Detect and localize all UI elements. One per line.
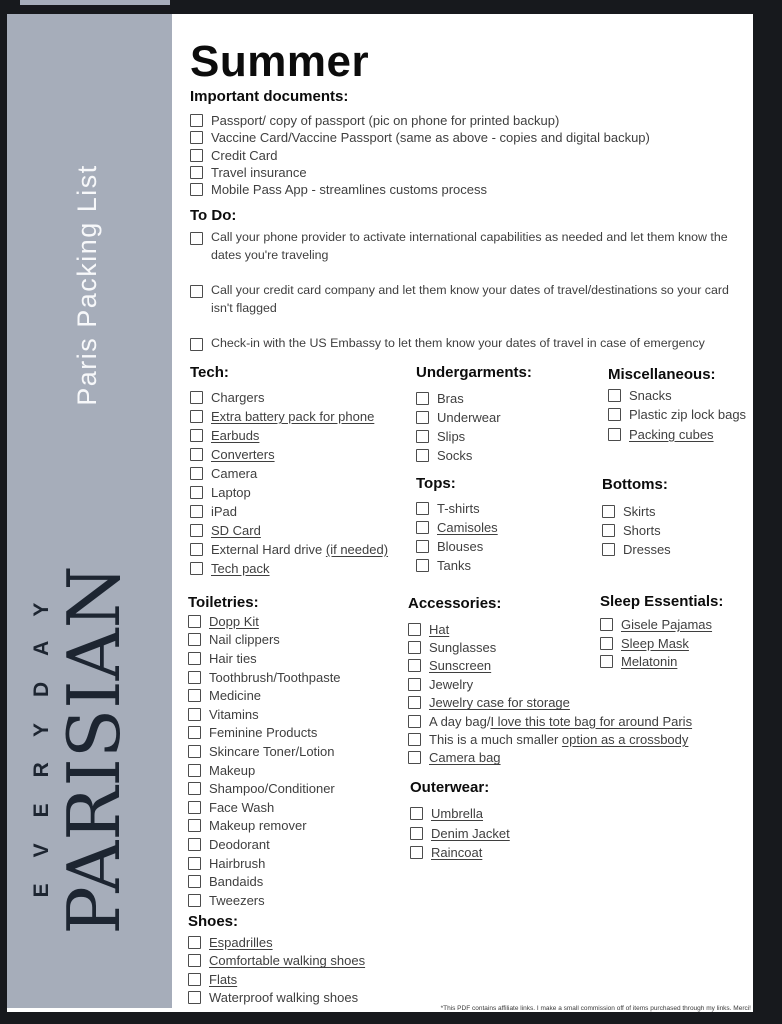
checklist-item bbox=[190, 335, 745, 353]
item-text bbox=[429, 695, 570, 710]
checkbox-icon bbox=[188, 726, 201, 739]
checkbox-icon bbox=[416, 521, 429, 534]
section-bottoms bbox=[602, 476, 671, 559]
section-title: Shoes: bbox=[188, 913, 239, 930]
item-text bbox=[209, 632, 280, 647]
item-text bbox=[629, 427, 714, 442]
item-text-plain: Makeup remover bbox=[209, 818, 307, 834]
item-text bbox=[429, 714, 692, 729]
checklist-item bbox=[188, 854, 341, 873]
item-link[interactable]: Melatonin bbox=[621, 654, 678, 670]
checkbox-icon bbox=[190, 562, 203, 575]
checklist-item bbox=[190, 521, 388, 540]
checklist-item bbox=[188, 952, 365, 971]
checkbox-icon bbox=[190, 391, 203, 404]
item-text bbox=[209, 670, 341, 685]
checkbox-icon bbox=[416, 559, 429, 572]
item-text bbox=[211, 130, 650, 145]
checklist-item bbox=[190, 282, 745, 317]
item-text bbox=[209, 614, 259, 629]
item-text bbox=[621, 654, 677, 669]
checkbox-icon bbox=[608, 428, 621, 441]
item-text bbox=[209, 972, 237, 987]
item-text-plain: Socks bbox=[437, 448, 473, 463]
item-text bbox=[431, 806, 483, 821]
checklist-item bbox=[410, 804, 510, 824]
checklist-item bbox=[600, 653, 723, 672]
item-link[interactable]: Hat bbox=[429, 621, 450, 637]
section-title: Miscellaneous: bbox=[608, 366, 716, 383]
item-text bbox=[621, 636, 689, 651]
section-shoes bbox=[188, 913, 365, 1007]
item-text bbox=[623, 542, 671, 557]
item-text-plain: Call your credit card company and let them know your dates of travel/destinations so your card isn't flagged bbox=[211, 283, 729, 315]
item-text-plain: Chargers bbox=[211, 390, 265, 405]
item-text bbox=[211, 113, 559, 128]
item-text-plain: Bandaids bbox=[209, 874, 264, 890]
checkbox-icon bbox=[408, 696, 421, 709]
checklist-item bbox=[602, 540, 671, 559]
item-text-plain: Travel insurance bbox=[211, 165, 307, 181]
item-text bbox=[211, 542, 388, 557]
checkbox-icon bbox=[416, 449, 429, 462]
checklist-item bbox=[600, 634, 723, 653]
checklist-item bbox=[190, 502, 388, 521]
item-text bbox=[209, 953, 365, 968]
checkbox-icon bbox=[190, 543, 203, 556]
checklist-item bbox=[408, 749, 692, 767]
checklist-item bbox=[188, 835, 341, 854]
checklist-item bbox=[190, 483, 388, 502]
section-title: Toiletries: bbox=[188, 594, 259, 611]
item-text bbox=[209, 688, 261, 703]
item-link[interactable]: Camisoles bbox=[437, 520, 498, 535]
checklist-item bbox=[188, 742, 341, 761]
item-link[interactable]: SD Card bbox=[211, 523, 261, 538]
item-text bbox=[429, 658, 491, 673]
section-important-documents bbox=[190, 88, 650, 198]
item-text bbox=[431, 845, 482, 860]
checkbox-icon bbox=[602, 543, 615, 556]
item-text-plain: Credit Card bbox=[211, 147, 278, 163]
checklist-item bbox=[190, 164, 650, 181]
item-text bbox=[211, 523, 261, 538]
checklist-item bbox=[408, 675, 692, 693]
item-text bbox=[429, 732, 688, 747]
page-top-border bbox=[20, 0, 170, 5]
item-text bbox=[437, 410, 501, 425]
checklist-item bbox=[410, 824, 510, 844]
content-area bbox=[172, 14, 753, 1012]
checklist-item bbox=[190, 464, 388, 483]
item-text bbox=[211, 466, 257, 481]
item-link[interactable]: Sleep Mask bbox=[621, 635, 689, 651]
item-text-plain: iPad bbox=[211, 504, 238, 519]
checklist-item bbox=[188, 649, 341, 668]
checklist-item bbox=[190, 445, 388, 464]
item-text bbox=[431, 826, 510, 841]
item-text-plain: Hair ties bbox=[209, 650, 257, 666]
item-link[interactable]: Espadrilles bbox=[209, 934, 273, 950]
item-text-plain: Passport/ copy of passport (pic on phone for printed backup) bbox=[211, 113, 560, 129]
checkbox-icon bbox=[188, 936, 201, 949]
item-link[interactable]: Jewelry case for storage bbox=[429, 695, 570, 711]
checkbox-icon bbox=[190, 486, 203, 499]
checklist-item bbox=[602, 521, 671, 540]
checkbox-icon bbox=[190, 285, 203, 298]
section-title: Important documents: bbox=[190, 88, 349, 105]
item-text-plain: Skincare Toner/Lotion bbox=[209, 743, 335, 759]
item-text-plain: Medicine bbox=[209, 688, 262, 704]
checklist-item bbox=[190, 229, 745, 264]
section-title: Outerwear: bbox=[410, 779, 490, 796]
brand-parisian-text: PARISIAN bbox=[52, 565, 136, 935]
checklist-item bbox=[188, 798, 341, 817]
section-to-do bbox=[190, 207, 745, 371]
checkbox-icon bbox=[190, 410, 203, 423]
page-title: Summer bbox=[190, 37, 370, 86]
checkbox-icon bbox=[188, 894, 201, 907]
section-undergarments bbox=[416, 364, 532, 465]
checklist-item bbox=[188, 612, 341, 631]
checkbox-icon bbox=[408, 641, 421, 654]
item-text-plain: Shorts bbox=[623, 523, 661, 538]
checklist-item bbox=[408, 730, 692, 748]
section-title: Bottoms: bbox=[602, 476, 668, 493]
item-text bbox=[209, 935, 273, 950]
item-text-plain: Check-in with the US Embassy to let them know your dates of travel in case of emergency bbox=[211, 336, 705, 350]
item-link[interactable]: Extra battery pack for phone bbox=[211, 409, 375, 424]
section-tech bbox=[190, 364, 388, 578]
checkbox-icon bbox=[188, 745, 201, 758]
item-text bbox=[209, 990, 358, 1005]
checkbox-icon bbox=[416, 392, 429, 405]
checkbox-icon bbox=[608, 408, 621, 421]
checkbox-icon bbox=[190, 338, 203, 351]
checklist-item bbox=[190, 540, 388, 559]
item-text bbox=[211, 148, 277, 163]
item-link[interactable]: Dopp Kit bbox=[209, 613, 259, 629]
affiliate-disclaimer: *This PDF contains affiliate links. I make a small commission off of items purchased through my links. Merci! bbox=[440, 1005, 751, 1012]
item-text-plain: Bras bbox=[437, 391, 464, 406]
item-text-plain: Underwear bbox=[437, 410, 501, 425]
item-text bbox=[623, 504, 656, 519]
item-link[interactable]: Converters bbox=[211, 447, 275, 462]
item-text bbox=[437, 501, 480, 516]
item-text bbox=[211, 428, 259, 443]
item-text bbox=[209, 818, 307, 833]
item-text-plain: T-shirts bbox=[437, 501, 480, 516]
checkbox-icon bbox=[408, 715, 421, 728]
item-text bbox=[209, 781, 335, 796]
item-text-plain: Blouses bbox=[437, 539, 484, 554]
checkbox-icon bbox=[410, 807, 423, 820]
checkbox-icon bbox=[600, 637, 613, 650]
item-link[interactable]: I love this tote bag for around Paris bbox=[490, 713, 693, 729]
checkbox-icon bbox=[188, 671, 201, 684]
checklist-item bbox=[188, 779, 341, 798]
checkbox-icon bbox=[608, 389, 621, 402]
checkbox-icon bbox=[416, 502, 429, 515]
item-text bbox=[209, 874, 263, 889]
item-text bbox=[209, 651, 257, 666]
item-text bbox=[211, 335, 745, 353]
checklist-item bbox=[188, 724, 341, 743]
checkbox-icon bbox=[410, 846, 423, 859]
checkbox-icon bbox=[190, 149, 203, 162]
item-text-plain: Nail clippers bbox=[209, 632, 280, 648]
checkbox-icon bbox=[188, 973, 201, 986]
item-text bbox=[211, 447, 275, 462]
checklist-item bbox=[608, 386, 746, 405]
item-text bbox=[429, 640, 496, 655]
checkbox-icon bbox=[190, 166, 203, 179]
item-text-plain: Vitamins bbox=[209, 706, 259, 722]
checklist-item bbox=[188, 933, 365, 952]
item-link[interactable]: Tech pack bbox=[211, 561, 270, 576]
checklist-item bbox=[408, 694, 692, 712]
checklist-item bbox=[190, 388, 388, 407]
sidebar bbox=[7, 14, 172, 1008]
item-text-plain: Feminine Products bbox=[209, 725, 318, 741]
checklist-item bbox=[188, 817, 341, 836]
section-outerwear bbox=[410, 779, 510, 863]
checkbox-icon bbox=[188, 819, 201, 832]
brand-logo bbox=[30, 540, 160, 960]
item-text-plain: Snacks bbox=[629, 388, 672, 404]
section-title: To Do: bbox=[190, 207, 237, 224]
item-link[interactable]: Earbuds bbox=[211, 428, 260, 443]
checkbox-icon bbox=[188, 615, 201, 628]
item-text-plain: A day bag/ bbox=[429, 713, 491, 729]
checkbox-icon bbox=[188, 991, 201, 1004]
checkbox-icon bbox=[408, 733, 421, 746]
checklist-item bbox=[190, 147, 650, 164]
item-text bbox=[211, 229, 745, 264]
checklist-item bbox=[416, 537, 498, 556]
checklist-item bbox=[416, 446, 532, 465]
section-title: Undergarments: bbox=[416, 364, 532, 381]
checklist-item bbox=[188, 631, 341, 650]
item-text bbox=[437, 558, 471, 573]
checkbox-icon bbox=[188, 764, 201, 777]
checkbox-icon bbox=[188, 708, 201, 721]
item-text bbox=[211, 390, 264, 405]
item-link[interactable]: Gisele Pajamas bbox=[621, 616, 713, 632]
item-text bbox=[211, 165, 307, 180]
item-text-plain: Jewelry bbox=[429, 676, 474, 692]
brand-everyday-text: EVERYDAY bbox=[30, 576, 53, 898]
item-link[interactable]: Denim Jacket bbox=[431, 825, 510, 841]
checklist-item bbox=[190, 426, 388, 445]
item-text-plain: This is a much smaller bbox=[429, 732, 562, 748]
item-text-plain: Waterproof walking shoes bbox=[209, 990, 359, 1006]
item-text bbox=[621, 617, 712, 632]
checkbox-icon bbox=[188, 782, 201, 795]
checklist-item bbox=[416, 389, 532, 408]
checklist-item bbox=[188, 761, 341, 780]
checklist-item bbox=[190, 407, 388, 426]
checkbox-icon bbox=[190, 429, 203, 442]
checkbox-icon bbox=[190, 448, 203, 461]
checkbox-icon bbox=[188, 652, 201, 665]
checkbox-icon bbox=[600, 618, 613, 631]
item-text bbox=[437, 391, 464, 406]
item-text bbox=[211, 282, 745, 317]
checklist-item bbox=[416, 499, 498, 518]
item-text-plain: Laptop bbox=[211, 485, 251, 500]
checklist-item bbox=[188, 970, 365, 989]
item-text-plain: Hairbrush bbox=[209, 855, 266, 871]
item-text-plain: Plastic zip lock bags bbox=[629, 407, 747, 423]
section-title: Accessories: bbox=[408, 595, 502, 612]
checklist-item bbox=[190, 559, 388, 578]
item-text bbox=[437, 429, 465, 444]
item-text bbox=[209, 707, 259, 722]
checklist-item bbox=[188, 668, 341, 687]
item-link[interactable]: (if needed) bbox=[325, 542, 389, 557]
checkbox-icon bbox=[416, 430, 429, 443]
checkbox-icon bbox=[188, 838, 201, 851]
checkbox-icon bbox=[410, 827, 423, 840]
checkbox-icon bbox=[408, 623, 421, 636]
checkbox-icon bbox=[190, 131, 203, 144]
section-miscellaneous bbox=[608, 366, 746, 444]
item-link[interactable]: Flats bbox=[209, 971, 238, 987]
sidebar-vertical-title: Paris Packing List bbox=[72, 164, 102, 406]
item-link[interactable]: Sunscreen bbox=[429, 658, 492, 674]
checklist-item bbox=[416, 556, 498, 575]
item-text bbox=[209, 893, 265, 908]
item-text bbox=[437, 520, 498, 535]
checkbox-icon bbox=[190, 467, 203, 480]
checkbox-icon bbox=[190, 505, 203, 518]
checkbox-icon bbox=[190, 183, 203, 196]
checkbox-icon bbox=[416, 540, 429, 553]
item-text bbox=[629, 407, 746, 422]
item-text-plain: Makeup bbox=[209, 762, 256, 778]
item-link[interactable]: Umbrella bbox=[431, 806, 484, 822]
checkbox-icon bbox=[602, 524, 615, 537]
item-text bbox=[211, 409, 374, 424]
item-text-plain: Sunglasses bbox=[429, 640, 497, 656]
item-text-plain: Dresses bbox=[623, 542, 671, 557]
section-title: Sleep Essentials: bbox=[600, 593, 724, 610]
item-text-plain: Mobile Pass App - streamlines customs process bbox=[211, 182, 487, 198]
checklist-item bbox=[190, 112, 650, 129]
checkbox-icon bbox=[190, 114, 203, 127]
item-text bbox=[211, 561, 270, 576]
checklist-item bbox=[188, 872, 341, 891]
checkbox-icon bbox=[188, 875, 201, 888]
item-text bbox=[437, 448, 472, 463]
section-title: Tops: bbox=[416, 475, 456, 492]
checklist-item bbox=[416, 408, 532, 427]
item-text-plain: Tweezers bbox=[209, 892, 265, 908]
checkbox-icon bbox=[190, 232, 203, 245]
checklist-item bbox=[608, 425, 746, 444]
checklist-item bbox=[600, 615, 723, 634]
checklist-item bbox=[416, 518, 498, 537]
checkbox-icon bbox=[188, 954, 201, 967]
checkbox-icon bbox=[188, 801, 201, 814]
item-text-plain: External Hard drive bbox=[211, 542, 326, 557]
checkbox-icon bbox=[188, 633, 201, 646]
checkbox-icon bbox=[600, 655, 613, 668]
item-text bbox=[623, 523, 661, 538]
checklist-item bbox=[190, 181, 650, 198]
checklist-item bbox=[416, 427, 532, 446]
checklist-item bbox=[188, 891, 341, 910]
item-text bbox=[211, 504, 237, 519]
item-text-plain: Vaccine Card/Vaccine Passport (same as above - copies and digital backup) bbox=[211, 130, 650, 146]
item-text bbox=[209, 763, 255, 778]
checkbox-icon bbox=[408, 751, 421, 764]
item-text-plain: Shampoo/Conditioner bbox=[209, 781, 335, 797]
checklist-item bbox=[602, 502, 671, 521]
item-text-plain: Camera bbox=[211, 466, 258, 481]
item-link[interactable]: option as a crossbody bbox=[561, 732, 689, 748]
item-text bbox=[211, 485, 251, 500]
item-link[interactable]: Comfortable walking shoes bbox=[209, 953, 366, 969]
item-link[interactable]: Raincoat bbox=[431, 845, 483, 861]
section-tops bbox=[416, 475, 498, 575]
checklist-item bbox=[188, 686, 341, 705]
item-text bbox=[209, 856, 265, 871]
item-text-plain: Slips bbox=[437, 429, 466, 444]
checklist-item bbox=[188, 989, 365, 1008]
checkbox-icon bbox=[190, 524, 203, 537]
checkbox-icon bbox=[188, 857, 201, 870]
checkbox-icon bbox=[188, 689, 201, 702]
section-sleep-essentials bbox=[600, 593, 723, 671]
item-text bbox=[209, 837, 270, 852]
checklist-item bbox=[410, 843, 510, 863]
checkbox-icon bbox=[602, 505, 615, 518]
item-link[interactable]: Packing cubes bbox=[629, 426, 714, 442]
checklist-item bbox=[608, 405, 746, 424]
item-text bbox=[429, 677, 473, 692]
item-text-plain: Call your phone provider to activate international capabilities as needed and let them know the dates you're traveling bbox=[211, 230, 728, 262]
checkbox-icon bbox=[416, 411, 429, 424]
checklist-item bbox=[408, 712, 692, 730]
section-toiletries bbox=[188, 594, 341, 910]
item-text-plain: Toothbrush/Toothpaste bbox=[209, 669, 341, 685]
checkbox-icon bbox=[408, 678, 421, 691]
item-text bbox=[209, 725, 317, 740]
item-text bbox=[211, 182, 487, 197]
item-link[interactable]: Camera bag bbox=[429, 750, 501, 766]
section-title: Tech: bbox=[190, 364, 229, 381]
item-text-plain: Deodorant bbox=[209, 836, 270, 852]
item-text bbox=[437, 539, 483, 554]
checklist-item bbox=[190, 129, 650, 146]
item-text-plain: Tanks bbox=[437, 558, 471, 573]
item-text-plain: Skirts bbox=[623, 504, 656, 519]
checklist-item bbox=[188, 705, 341, 724]
item-text bbox=[209, 800, 274, 815]
item-text-plain: Face Wash bbox=[209, 799, 275, 815]
item-text bbox=[429, 750, 501, 765]
checkbox-icon bbox=[408, 659, 421, 672]
item-text bbox=[209, 744, 335, 759]
item-text bbox=[429, 622, 449, 637]
item-text bbox=[629, 388, 672, 403]
